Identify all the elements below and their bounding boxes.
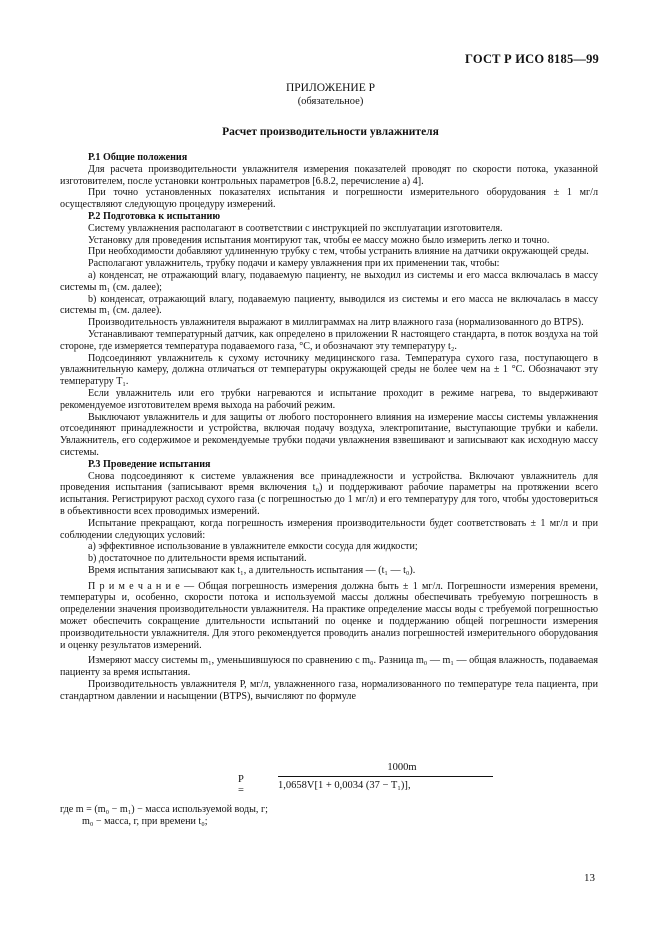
legend-line: m₀ − масса, г, при времени t₀; [82,816,208,827]
paragraph: Устанавливают температурный датчик, как определено в приложении R настоящего стандарта, в поток воздуха на той стороне, где измеряется температура подаваемого газа, °C, и обозначают эту температуру t₂. [60,328,598,352]
paragraph: Время испытания записывают как t₁, а длительность испытания — (t₁ — t₀). [88,564,416,576]
paragraph: Снова подсоединяют к системе увлажнения все принадлежности и устройства. Включают увлажнитель для проведения испытания (записывают время включения t₀) и поддерживают рабочие параметры на протяжении всего испытания. Регистрируют расход сухого газа (с погрешностью до 1 мг/л) и его температуру для того, чтобы удостовериться в объективности всех проводимых измерений. [60,470,598,517]
paragraph: Если увлажнитель или его трубки нагреваются и испытание проходит в режиме нагрева, то выдерживают рекомендуемое изготовителем время выхода на рабочий режим. [60,387,598,411]
paragraph: При точно установленных показателях испытания и погрешности измерительного оборудования ± 1 мг/л осуществляют следующую процедуру измерений. [60,187,598,211]
formula-numerator: 1000m [387,762,417,773]
paragraph: Подсоединяют увлажнитель к сухому источнику медицинского газа. Температура сухого газа, поступающего в увлажнительную камеру, должна отличаться от температуры окружающей среды не более чем на ± 1 °C. Обозначают эту температуру T₁. [60,352,598,388]
formula-lhs: P = [238,774,244,796]
paragraph: b) достаточное по длительности время испытаний. [88,553,307,565]
legend-line: где m = (m₀ − m₁) − масса используемой воды, г; [60,804,268,815]
subsection-heading: Р.1 Общие положения [88,152,188,163]
paragraph: Систему увлажнения располагают в соответствии с инструкцией по эксплуатации изготовителя. [88,222,503,234]
subsection-heading: Р.3 Проведение испытания [88,458,211,470]
paragraph: а) конденсат, не отражающий влагу, подаваемую пациенту, не выходил из системы и его масса включалась в массу системы m₁ (см. далее); [60,269,598,293]
document-code: ГОСТ Р ИСО 8185—99 [465,52,599,66]
paragraph: Выключают увлажнитель и для защиты от любого постороннего влияния на измерение массы системы увлажнения отсоединяют принадлежности и устройства, включая подачу воздуха, электропитание, выступающие трубки и кабели. Увлажнитель, его содержимое и рекомендуемые трубки подачи увлажнения взвешивают и записывают как исходную массу системы. [60,411,598,458]
annex-status: (обязательное) [297,96,364,107]
paragraph: При необходимости добавляют удлиненную трубку с тем, чтобы устранить влияние на датчики окружающей среды. [88,246,589,258]
formula-denominator: 1,0658V[1 + 0,0034 (37 − T₁)], [278,780,411,791]
paragraph: Производительность увлажнителя Р, мг/л, увлажненного газа, нормализованного по температуре тела пациента, при стандартном давлении и насыщении (BTPS), вычисляют по формуле [60,679,598,702]
paragraph: Установку для проведения испытания монтируют так, чтобы ее массу можно было измерить легко и точно. [88,234,550,246]
paragraph: Для расчета производительности увлажнителя измерения показателей проводят по скорости потока, указанной изготовителем, после установки контрольных параметров [6.8.2, перечисление а) 4]. [60,163,598,187]
paragraph: Испытание прекращают, когда погрешность измерения производительности будет соответствовать ± 1 мг/л и при соблюдении следующих условий: [60,517,598,541]
subsection-heading: Р.2 Подготовка к испытанию [88,210,221,222]
page-number: 13 [584,872,595,884]
paragraph: Производительность увлажнителя выражают в миллиграммах на литр влажного газа (нормализованного до BTPS). [88,317,584,329]
fraction-bar [278,776,493,777]
paragraph: Располагают увлажнитель, трубку подачи и камеру увлажнения при их применении так, чтобы: [88,258,500,270]
paragraph: а) эффективное использование в увлажнителе емкости сосуда для жидкости; [88,541,418,553]
body-text [60,152,598,703]
annex-title: ПРИЛОЖЕНИЕ Р [285,82,376,94]
paragraph: b) конденсат, отражающий влагу, подаваемую пациенту, выводился из системы и его масса не включалась в массу системы m₁ (см. далее). [60,293,598,317]
paragraph: Измеряют массу системы m₁, уменьшившуюся по сравнению с m₀. Разница m₀ — m₁ — общая влажность, подаваемая пациенту за время испытания. [60,655,598,679]
formula-legend [60,804,268,828]
section-title: Расчет производительности увлажнителя [222,126,439,138]
paragraph: П р и м е ч а н и е — Общая погрешность измерения должна быть ± 1 мг/л. Погрешности измерения времени, температуры и, особенно, скорости потока и используемой массы должны обеспечивать требуемую погрешность в определении значения производительности увлажнителя. На практике определение массы воды с требуемой погрешностью может обеспечить сокращение длительности испытаний по оценке и поддержанию общей погрешности измерения производительности увлажнителя. Для этого рекомендуется проводить анализ погрешностей измерительного оборудования и оценку результатов измерений. [60,580,598,651]
